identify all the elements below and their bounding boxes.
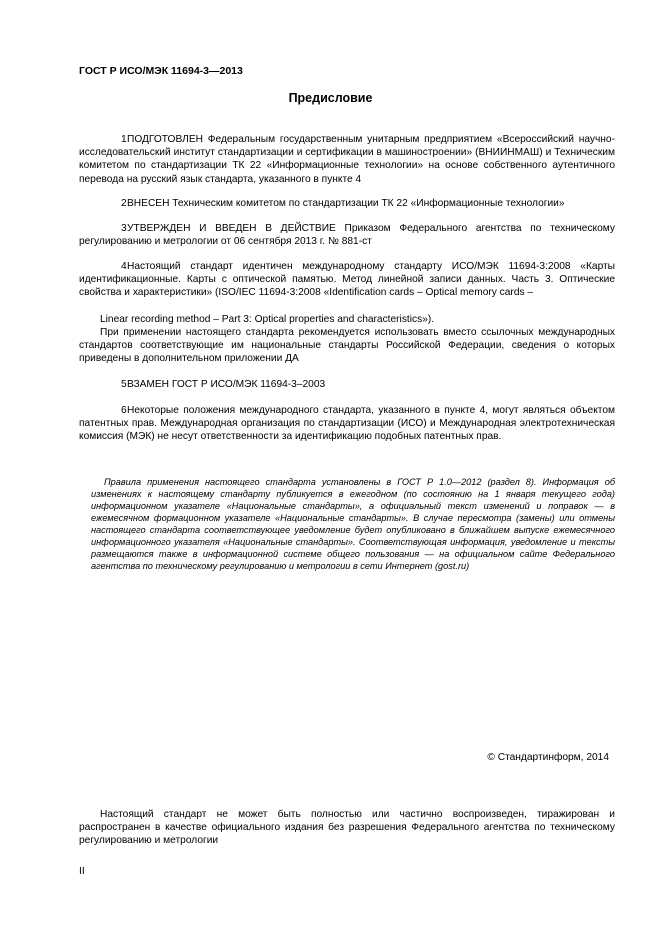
- item-6: [79, 404, 615, 444]
- item-text: ПОДГОТОВЛЕН Федеральным государственным унитарным предприятием «Всероссийский научно-исследовательский институт стандартизации и сертификации в машиностроении» (ВНИИНМАШ) и Техническим комитетом по стандартизации ТК 22 «Информационные технологии» на основе собственного аутентичного перевода на русский язык стандарта, указанного в пункте 4: [79, 134, 615, 185]
- item-number: 3: [121, 223, 127, 234]
- document-code-header: ГОСТ Р ИСО/МЭК 11694-3—2013: [79, 65, 243, 77]
- item-text: Некоторые положения международного стандарта, указанного в пункте 4, могут являться объектом патентных прав. Международная организация по стандартизации (ИСО) и Международная электротехническая комиссия (МЭК) не несут ответственности за идентификацию подобных патентных прав.: [79, 405, 615, 443]
- item-3: [79, 222, 615, 248]
- item-number: 4: [121, 261, 127, 272]
- copyright: © Стандартинформ, 2014: [487, 752, 609, 763]
- reproduction-notice: Настоящий стандарт не может быть полностью или частично воспроизведен, тиражирован и распространен в качестве официального издания без разрешения Федерального агентства по техническому регулированию и метрологии: [79, 809, 615, 847]
- item-text: Linear recording method – Part 3: Optical properties and characteristics»).: [100, 314, 435, 325]
- item-4-continuation: [79, 313, 615, 326]
- item-5: [79, 378, 615, 391]
- item-text: При применении настоящего стандарта рекомендуется использовать вместо ссылочных международных стандартов соответствующие им национальные стандарты Российской Федерации, сведения о которых приведены в дополнительном приложении ДА: [79, 327, 615, 365]
- item-text: УТВЕРЖДЕН И ВВЕДЕН В ДЕЙСТВИЕ Приказом Федерального агентства по техническому регулированию и метрологии от 06 сентября 2013 г. № 881-ст: [79, 223, 615, 248]
- item-4: [79, 260, 615, 300]
- item-text: ВЗАМЕН ГОСТ Р ИСО/МЭК 11694-3–2003: [127, 379, 326, 390]
- page-title: Предисловие: [288, 91, 373, 105]
- item-number: 5: [121, 379, 127, 390]
- item-number: 2: [121, 198, 127, 209]
- item-2: [79, 197, 615, 210]
- page-number: II: [79, 866, 85, 877]
- item-4-note: [79, 326, 615, 366]
- application-rules-note: Правила применения настоящего стандарта установлены в ГОСТ Р 1.0—2012 (раздел 8). Информация об изменениях к настоящему стандарту публикуется в ежегодном (по состоянию на 1 января текущего года) информационном указателе «Национальные стандарты», а официальный текст изменений и поправок — в ежемесячном формационном указателе «Национальные стандарты». В случае пересмотра (замены) или отмены настоящего стандарта соответствующее уведомление будет опубликовано в ближайшем выпуске ежемесячного информационного указателя «Национальные стандарты». Соответствующая информация, уведомление и тексты размещаются также в информационной системе общего пользования — на официальном сайте Федерального агентства по техническому регулированию и метрологии в сети Интернет (gost.ru): [91, 477, 615, 571]
- item-number: 1: [121, 134, 127, 145]
- item-1: [79, 133, 615, 186]
- item-text: ВНЕСЕН Техническим комитетом по стандартизации ТК 22 «Информационные технологии»: [127, 198, 565, 209]
- item-number: 6: [121, 405, 127, 416]
- item-text: Настоящий стандарт идентичен международному стандарту ИСО/МЭК 11694-3:2008 «Карты идентификационные. Карты с оптической памятью. Метод линейной записи данных. Часть 3. Оптические свойства и характеристики» (ISO/IEC 11694-3:2008 «Identification cards – Optical memory cards –: [79, 261, 615, 299]
